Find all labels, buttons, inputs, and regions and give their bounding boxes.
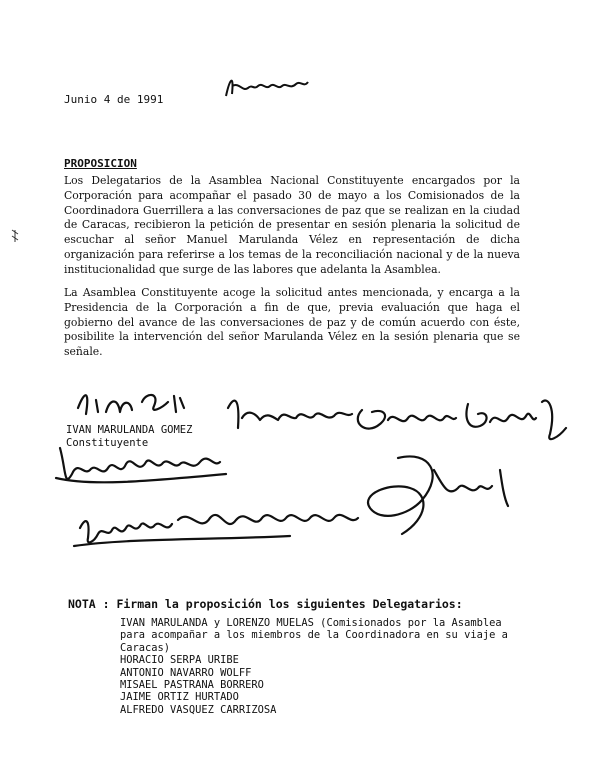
paragraph-1: Los Delegatarios de la Asamblea Nacional Constituyente encargados por la Corporación para acompañar el pasado 30 de mayo a los Comisionados de la Coordinadora Guerrillera a las conversaciones de paz que se realizan en la ciudad de Caracas, recibieron la petición de presentar en sesión plenaria la solicitud de escuchar al señor Manuel Marulanda Vélez en representación de dicha organización para referirse a los temas de la reconciliación nacional y de la nueva institucionalidad que surge de las labores que adelanta la Asamblea. <box>64 174 520 276</box>
signatory-title: Constituyente <box>66 437 149 449</box>
document-date: Junio 4 de 1991 <box>64 93 164 106</box>
handwritten-annotation <box>222 68 312 104</box>
signatures-block <box>50 378 590 568</box>
signatory-name: IVAN MARULANDA GOMEZ <box>66 424 193 436</box>
signers-list <box>120 617 520 716</box>
signer-item: MISAEL PASTRANA BORRERO <box>120 679 264 692</box>
paragraph-2: La Asamblea Constituyente acoge la solicitud antes mencionada, y encarga a la Presidencia de la Corporación a fin de que, previa evaluación que haga el gobierno del avance de las conversaciones de paz y de común acuerdo con éste, posibilite la intervención del señor Marulanda Vélez en la sesión plenaria que se señale. <box>64 286 520 359</box>
signer-item: IVAN MARULANDA y LORENZO MUELAS (Comisionados por la Asamblea para acompañar a los miembros de la Coordinadora en su viaje a Caracas) <box>120 617 508 654</box>
signer-item: ALFREDO VASQUEZ CARRIZOSA <box>120 703 277 716</box>
signer-item: JAIME ORTIZ HURTADO <box>120 691 239 704</box>
signatory-block <box>66 424 192 450</box>
signer-item: HORACIO SERPA URIBE <box>120 654 239 667</box>
nota-line: NOTA : Firman la proposición los siguientes Delegatarios: <box>68 597 463 611</box>
margin-mark <box>10 228 20 244</box>
document-heading: PROPOSICION <box>64 157 137 170</box>
signer-item: ANTONIO NAVARRO WOLFF <box>120 666 252 679</box>
